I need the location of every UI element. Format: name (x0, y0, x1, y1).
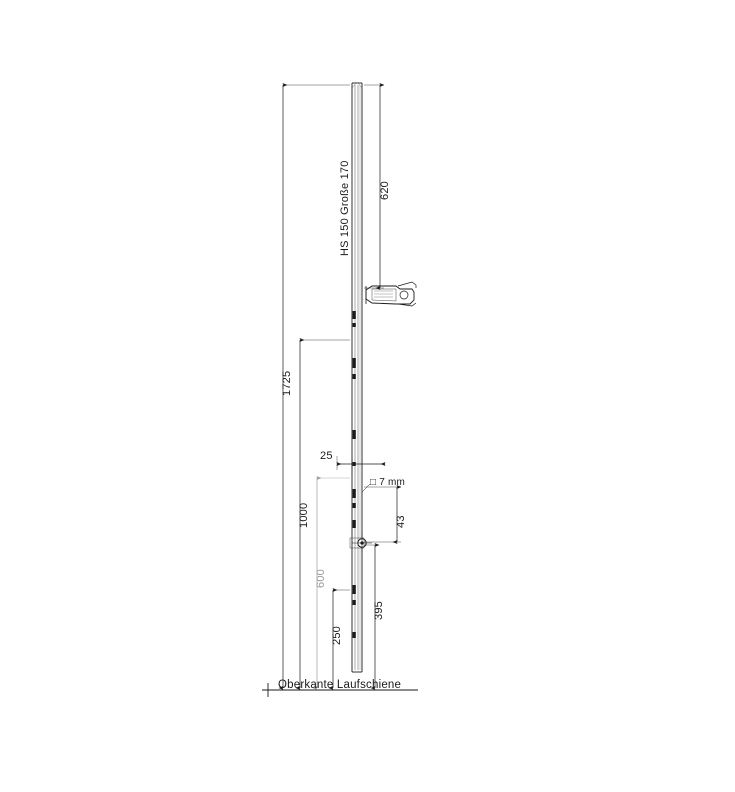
square-note-label: 7 mm (379, 477, 406, 488)
product-title-label: HS 150 Große 170 (339, 160, 351, 256)
baseline-label: Oberkante Laufschiene (278, 679, 402, 691)
square-note-leader (362, 484, 370, 492)
handle-assembly (366, 282, 416, 306)
dimension-label-620: 620 (379, 181, 391, 200)
profile-slot-features (353, 311, 356, 638)
square-note (370, 477, 405, 488)
dimension-label-43: 43 (395, 515, 407, 528)
dimension-label-25: 25 (320, 450, 333, 462)
dimension-label-395: 395 (373, 601, 385, 620)
dimension-label-600: 600 (315, 569, 327, 588)
square-symbol-icon: □ (370, 477, 377, 488)
dimension-line-25 (337, 456, 385, 470)
dimension-label-250: 250 (331, 626, 343, 645)
dimension-label-1000: 1000 (298, 502, 310, 528)
drive-gear-marker (350, 533, 372, 553)
dimension-label-1725: 1725 (281, 370, 293, 396)
